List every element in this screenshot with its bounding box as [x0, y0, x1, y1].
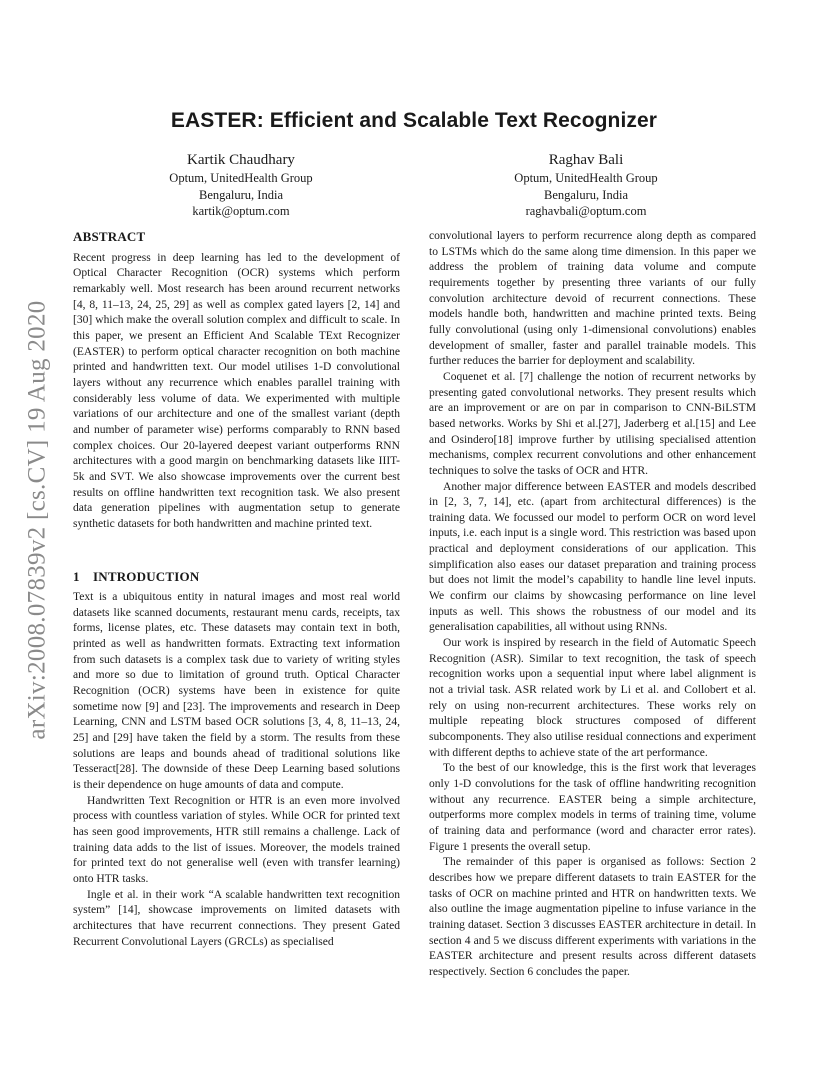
abstract-heading: ABSTRACT — [73, 229, 146, 244]
author-email: raghavbali@optum.com — [525, 204, 647, 219]
intro-paragraph: Coquenet et al. [7] challenge the notion of recurrent networks by presenting gated convolutional networks. They present results which are an improvement or are on par in comparison to CNN-BiLSTM based networks. Works by Shi et al.[27], Jaderberg et al.[15] and Lee and Osindero[18] improve further by utilising specialised attention mechanisms, complex recurrent convolutions and other enhancement techniques to solve the tasks of OCR and HTR. — [429, 370, 756, 477]
author-affiliation: Optum, UnitedHealth Group — [169, 171, 313, 185]
arxiv-stamp-text: arXiv:2008.07839v2 [cs.CV] 19 Aug 2020 — [24, 300, 51, 740]
intro-paragraph: Ingle et al. in their work “A scalable handwritten text recognition system” [14], showcase improvements on limited datasets with architectures that have recurrent connections. They present Gated Recurrent Convolutional Layers (GRCLs) as specialised — [73, 888, 400, 948]
intro-paragraph: To the best of our knowledge, this is the first work that leverages only 1-D convolutions for the task of offline handwriting recognition without any recurrence. EASTER being a simple architecture, outperforms more complex models in terms of training time, volume of training data and performance (word and character error rates). Figure 1 presents the overall setup. — [429, 762, 756, 853]
author-block — [72, 150, 756, 220]
author-location: Bengaluru, India — [198, 187, 283, 202]
paper-title: EASTER: Efficient and Scalable Text Recognizer — [170, 109, 658, 132]
author-name: Kartik Chaudhary — [187, 152, 295, 168]
intro-paragraph: Another major difference between EASTER and models described in [2, 3, 7, 14], etc. (apart from architectural differences) is the training data. We focussed our model to perform OCR on word level inputs, i.e. each input is a single word. This restriction was based upon practical and deployment considerations of our application. This simplification also eases our dataset preparation and training process but does not limit the model’s capability to handle line level inputs. We confirm our claims by showcasing performance on line level inputs as well. This shows the robustness of our model and its generalisation capabilities, all without using RNNs. — [429, 480, 756, 634]
author-email: kartik@optum.com — [192, 204, 290, 219]
abstract-text: Recent progress in deep learning has led to the development of Optical Character Recognition (OCR) systems which perform remarkably well. Most research has been around recurrent networks [4, 8, 11–13, 24, 25, 29] as well as complex gated layers [2, 14] and [30] which make the overall solution complex and difficult to scale. In this paper, we present an Efficient And Scalable TExt Recognizer (EASTER) to perform optical character recognition on both machine printed and handwritten text. Our model utilises 1-D convolutional layers without any recurrence which enables parallel training with considerably less volume of data. We experimented with multiple variations of our architecture and one of the smallest variant (depth and number of parameter wise) performs comparably to RNN based complex choices. Our 20-layered deepest variant outperforms RNN architectures with a good margin on benchmarking datasets like IIIT-5k and SVT. We also showcase improvements over the current best results on offline handwritten text recognition task. We also present data generation pipelines with augmentation setup to generate synthetic datasets for both handwritten and machine printed text. — [73, 251, 400, 530]
intro-paragraph: Text is a ubiquitous entity in natural images and most real world datasets like scanned documents, restaurant menu cards, receipts, tax forms, license plates, etc. These datasets may contain text in both, printed as well as handwritten formats. Extracting text information from such datasets is a complex task due to variety of writing styles and more so due to limitation of ground truth. Optical Character Recognition (OCR) systems have been in existence for quite sometime now [9] and [23]. The improvements and research in Deep Learning, CNN and LSTM based OCR solutions [3, 4, 8, 11–13, 24, 25] and [29] have taken the field by a storm. The results from these solutions are leaps and bounds ahead of traditional solutions like Tesseract[28]. The downside of these Deep Learning based solutions is their dependence on huge amounts of data and compute. — [73, 591, 400, 791]
left-column — [73, 229, 400, 950]
author-2 — [436, 150, 736, 220]
intro-paragraph: Our work is inspired by research in the field of Automatic Speech Recognition (ASR). Similar to text recognition, the task of speech recognition works upon a sequential input where label alignment is not a trivial task. ASR related work by Li et al. and Collobert et al. rely on using non-recurrent architectures. These works rely on multiple repeating block structures composed of different subcomponents. They also utilise residual connections and experiment with different depths to achieve state of the art performance. — [429, 637, 756, 759]
intro-paragraph: The remainder of this paper is organised as follows: Section 2 describes how we prepare different datasets to train EASTER for the tasks of OCR on machine printed and HTR on handwritten texts. We also outline the image augmentation pipeline to infuse variance in the training dataset. Section 3 discusses EASTER architecture in detail. In section 4 and 5 we discuss different experiments with variations in the EASTER architecture and present results across different datasets respectively. Section 6 concludes the paper. — [429, 856, 756, 978]
section-title: INTRODUCTION — [93, 569, 200, 585]
introduction-heading — [73, 569, 400, 585]
intro-paragraph: Handwritten Text Recognition or HTR is an even more involved process with countless variation of styles. While OCR for printed text has seen good improvements, HTR still remains a challenge. Lack of training data adds to the list of issues. Moreover, the models trained for printed text do not generalise well (even with transfer learning) onto HTR tasks. — [73, 794, 400, 885]
section-number: 1 — [73, 569, 80, 585]
author-affiliation: Optum, UnitedHealth Group — [514, 171, 658, 185]
intro-paragraph-continued: convolutional layers to perform recurrence along depth as compared to LSTMs which do the same along time dimension. In this paper we address the problem of training data volume and compute requirements together by presenting three variants of our fully convolution architecture devoid of recurrent connections. These models handle both, handwritten and machine printed texts. Being fully convolutional (using only 1-dimensional convolutions) enables development of smaller, faster and parallel trainable models. This further reduces the barrier for deployment and scalability. — [429, 230, 756, 368]
author-location: Bengaluru, India — [543, 187, 628, 202]
right-column — [429, 229, 756, 981]
author-1 — [91, 150, 391, 220]
author-name: Raghav Bali — [548, 152, 624, 168]
arxiv-side-stamp — [16, 270, 60, 770]
